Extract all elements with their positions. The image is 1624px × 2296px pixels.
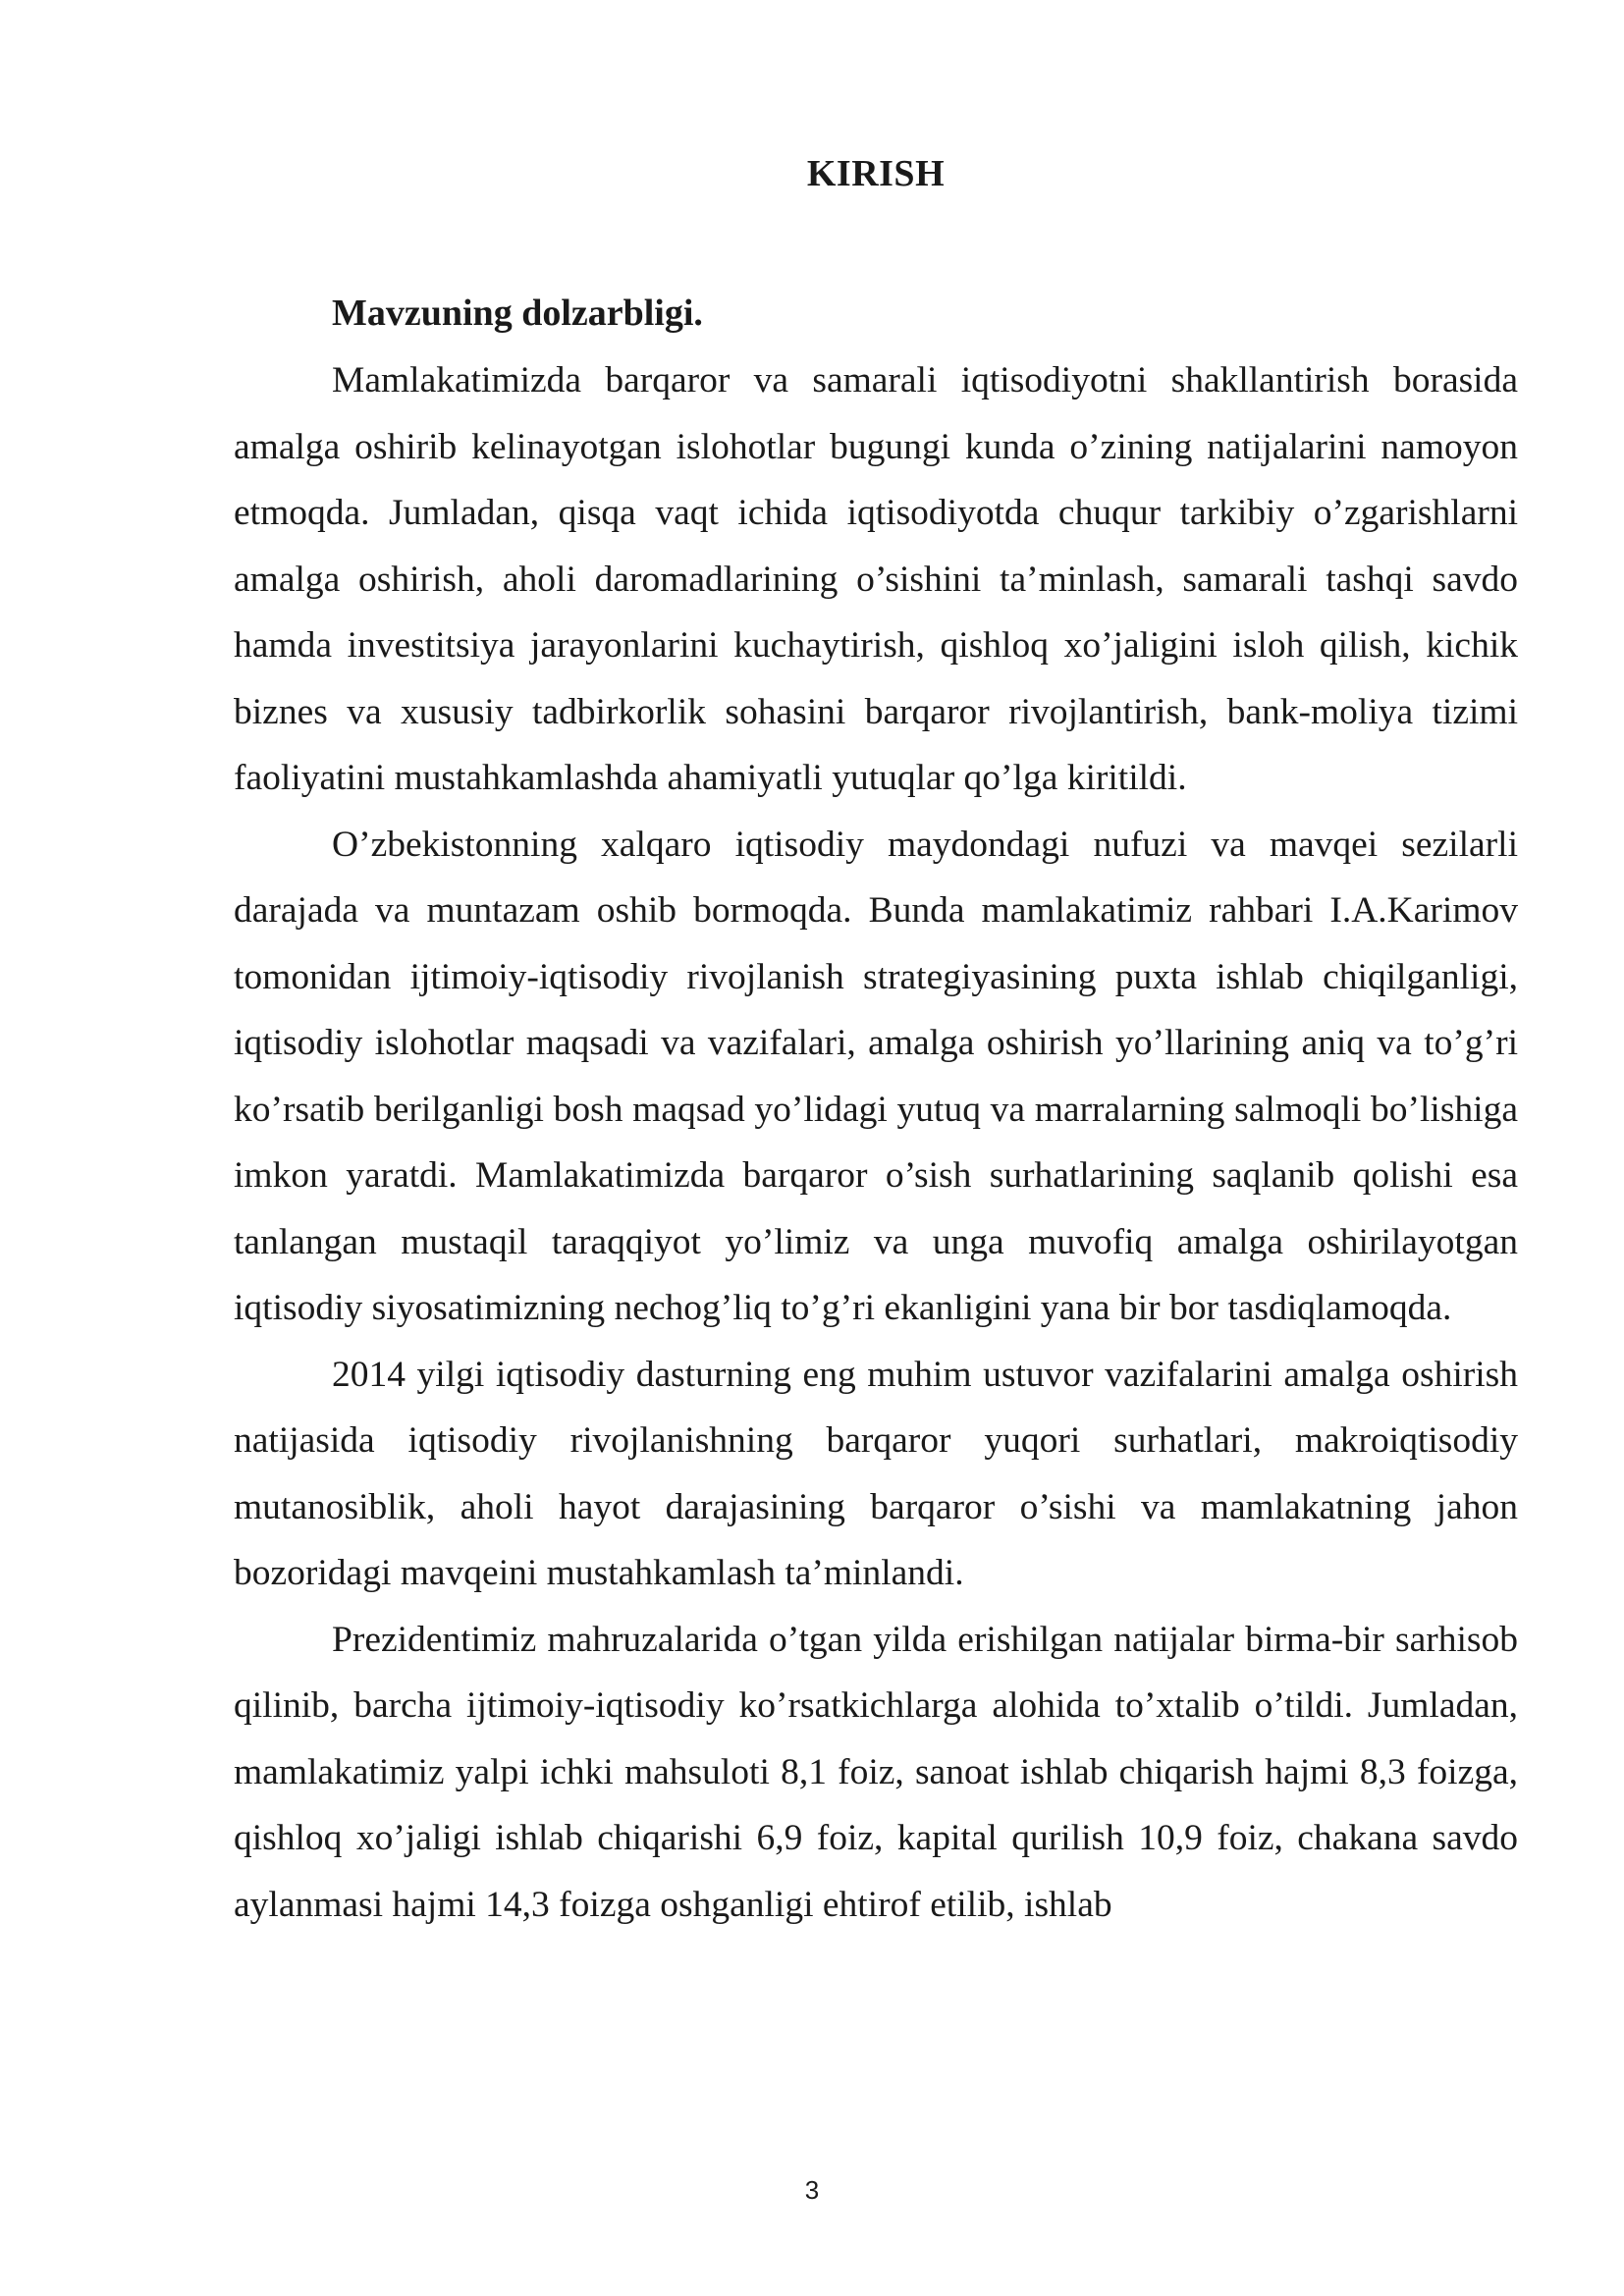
page-title: KIRISH (806, 153, 946, 194)
page-number: 3 (804, 2175, 820, 2205)
section-heading: Mavzuning dolzarbligi. (332, 293, 703, 334)
paragraph-3: 2014 yilgi iqtisodiy dasturning eng muhim ustuvor vazifalarini amalga oshirish natijasida iqtisodiy rivojlanishning barqaror yuqori surhatlari, makroiqtisodiy mutanosiblik, aholi hayot darajasining barqaror o’sishi va mamlakatning jahon bozoridagi mavqeini mustahkamlash ta’minlandi. (234, 1354, 1518, 1593)
paragraph-2: O’zbekistonning xalqaro iqtisodiy maydondagi nufuzi va mavqei sezilarli darajada va muntazam oshib bormoqda. Bunda mamlakatimiz rahbari I.A.Karimov tomonidan ijtimoiy-iqtisodiy rivojlanish strategiyasining puxta ishlab chiqilganligi, iqtisodiy islohotlar maqsadi va vazifalari, amalga oshirish yo’llarining aniq va to’g’ri ko’rsatib berilganligi bosh maqsad yo’lidagi yutuq va marralarning salmoqli bo’lishiga imkon yaratdi. Mamlakatimizda barqaror o’sish surhatlarining saqlanib qolishi esa tanlangan mustaqil taraqqiyot yo’limiz va unga muvofiq amalga oshirilayotgan iqtisodiy siyosatimizning nechog’liq to’g’ri ekanligini yana bir bor tasdiqlamoqda. (234, 824, 1518, 1328)
paragraph-1: Mamlakatimizda barqaror va samarali iqtisodiyotni shakllantirish borasida amalga oshirib kelinayotgan islohotlar bugungi kunda o’zining natijalarini namoyon etmoqda. Jumladan, qisqa vaqt ichida iqtisodiyotda chuqur tarkibiy o’zgarishlarni amalga oshirish, aholi daromadlarining o’sishini ta’minlash, samarali tashqi savdo hamda investitsiya jarayonlarini kuchaytirish, qishloq xo’jaligini isloh qilish, kichik biznes va xususiy tadbirkorlik sohasini barqaror rivojlantirish, bank-moliya tizimi faoliyatini mustahkamlashda ahamiyatli yutuqlar qo’lga kiritildi. (234, 360, 1518, 798)
page-content (234, 147, 1518, 1938)
paragraph-4: Prezidentimiz mahruzalarida o’tgan yilda erishilgan natijalar birma-bir sarhisob qilinib, barcha ijtimoiy-iqtisodiy ko’rsatkichlarga alohida to’xtalib o’tildi. Jumladan, mamlakatimiz yalpi ichki mahsuloti 8,1 foiz, sanoat ishlab chiqarish hajmi 8,3 foizga, qishloq xo’jaligi ishlab chiqarishi 6,9 foiz, kapital qurilish 10,9 foiz, chakana savdo aylanmasi hajmi 14,3 foizga oshganligi ehtirof etilib, ishlab (234, 1619, 1518, 1925)
